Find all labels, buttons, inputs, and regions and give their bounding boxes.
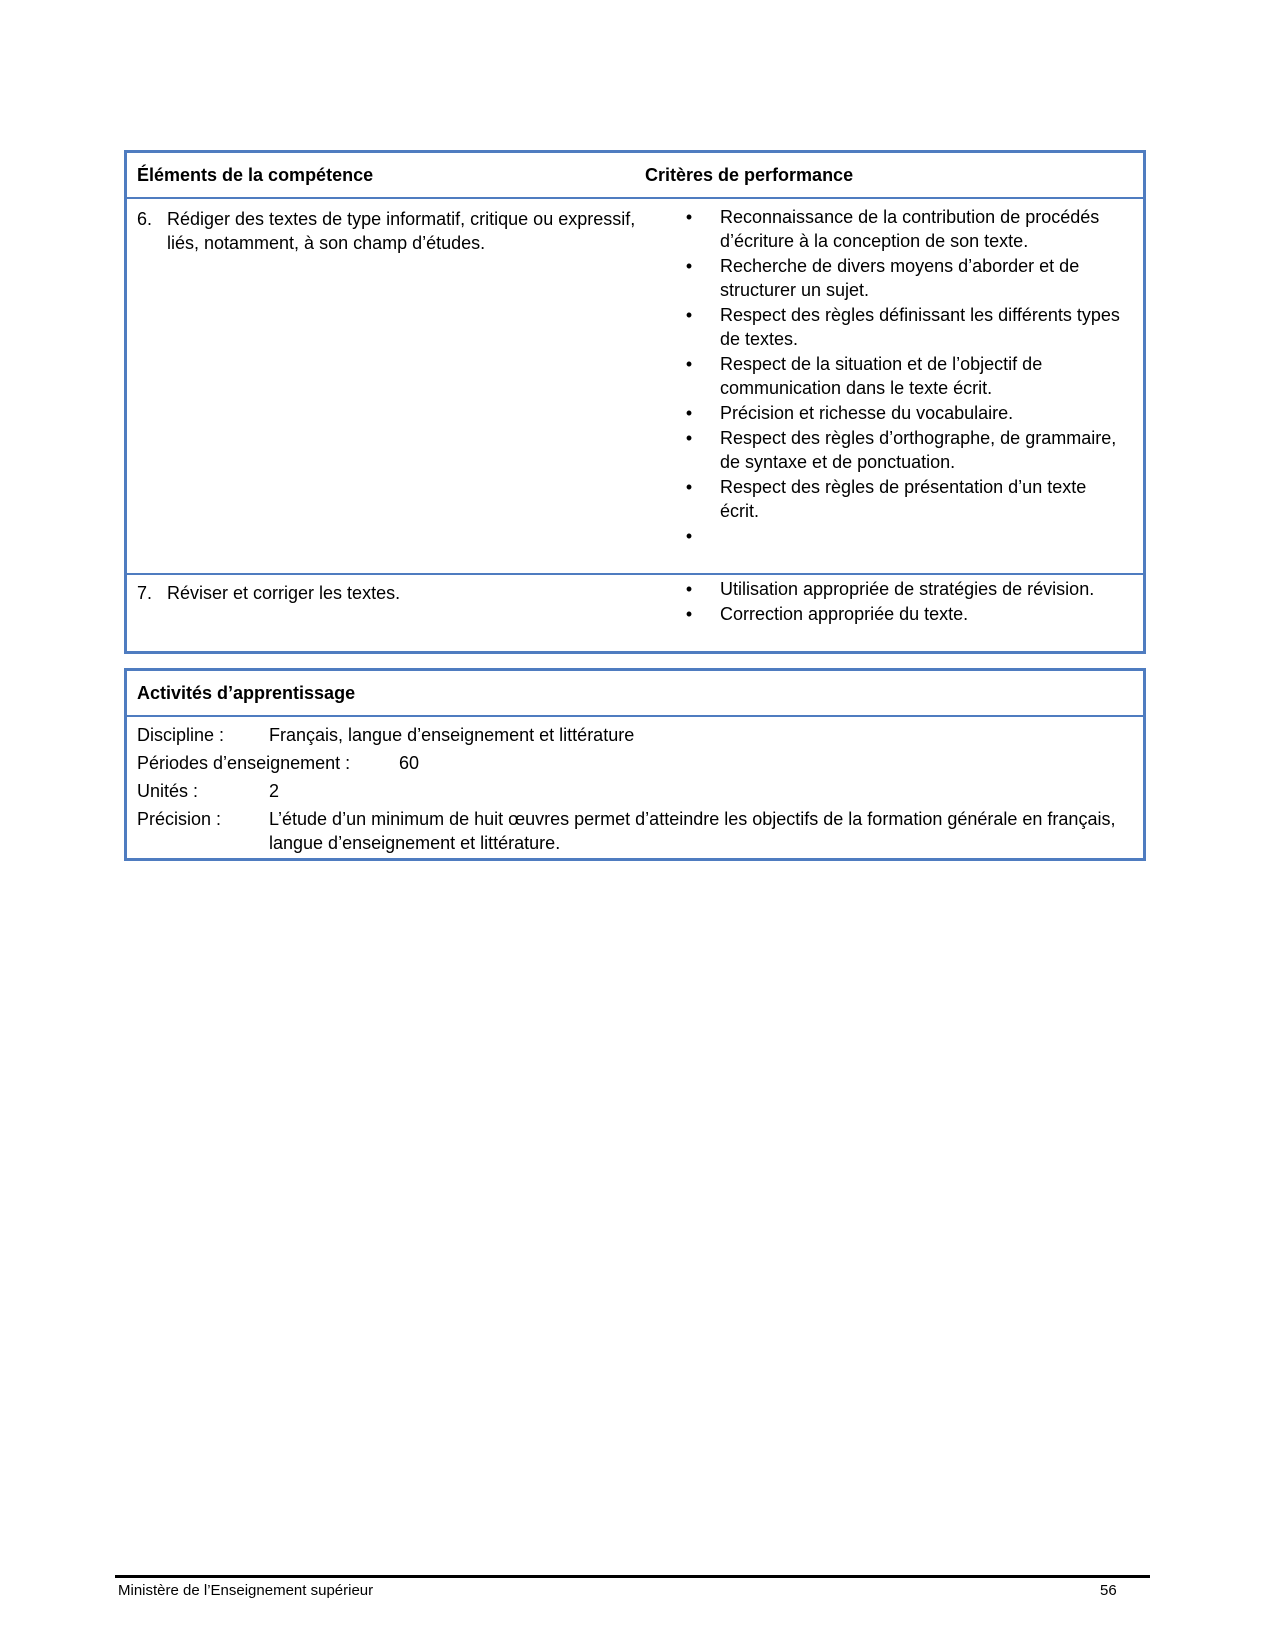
bullet-icon: • bbox=[685, 604, 693, 624]
element-text: Rédiger des textes de type informatif, critique ou expressif, liés, notamment, à son champ d’études. bbox=[167, 209, 636, 253]
periods-label: Périodes d’enseignement : bbox=[137, 753, 351, 773]
discipline-value: Français, langue d’enseignement et littérature bbox=[269, 725, 635, 745]
competence-table-header bbox=[127, 153, 1143, 199]
element-7 bbox=[137, 581, 657, 605]
competence-row-6 bbox=[127, 199, 1143, 575]
learning-activities-title: Activités d’apprentissage bbox=[137, 683, 356, 703]
competence-table bbox=[124, 150, 1146, 654]
element-text: Réviser et corriger les textes. bbox=[167, 583, 401, 603]
criterion-text: Respect des règles d’orthographe, de grammaire, de syntaxe et de ponctuation. bbox=[720, 428, 1117, 472]
bullet-icon: • bbox=[685, 207, 693, 227]
criterion-item bbox=[682, 205, 1122, 253]
criterion-item bbox=[682, 352, 1122, 400]
footer-ministry: Ministère de l’Enseignement supérieur bbox=[118, 1582, 374, 1599]
precision-value: L’étude d’un minimum de huit œuvres permet d’atteindre les objectifs de la formation générale en français, langue d’enseignement et littérature. bbox=[269, 809, 1116, 853]
bullet-icon: • bbox=[685, 354, 693, 374]
criterion-item bbox=[682, 401, 1122, 425]
page-number: 56 bbox=[1100, 1582, 1117, 1599]
competence-row-7 bbox=[127, 575, 1143, 651]
bullet-icon: • bbox=[685, 305, 693, 325]
footer-divider bbox=[115, 1575, 1150, 1578]
criterion-item bbox=[682, 475, 1122, 523]
criterion-text: Utilisation appropriée de stratégies de révision. bbox=[720, 579, 1095, 599]
header-elements: Éléments de la compétence bbox=[137, 165, 374, 185]
criterion-item bbox=[682, 602, 1122, 626]
criterion-item bbox=[682, 254, 1122, 302]
discipline-label: Discipline : bbox=[137, 725, 225, 745]
criterion-item bbox=[682, 577, 1122, 601]
criterion-item bbox=[682, 303, 1122, 351]
learning-activities-box bbox=[124, 668, 1146, 861]
units-label: Unités : bbox=[137, 781, 199, 801]
bullet-icon: • bbox=[685, 526, 693, 546]
learning-activities-header bbox=[127, 671, 1143, 717]
criterion-text: Précision et richesse du vocabulaire. bbox=[720, 403, 1014, 423]
criterion-text: Respect des règles définissant les différents types de textes. bbox=[720, 305, 1120, 349]
units-value: 2 bbox=[269, 781, 280, 801]
element-number: 7. bbox=[137, 583, 153, 603]
criterion-text: Correction appropriée du texte. bbox=[720, 604, 969, 624]
bullet-icon: • bbox=[685, 256, 693, 276]
bullet-icon: • bbox=[685, 477, 693, 497]
criteria-list-6 bbox=[682, 205, 1122, 549]
bullet-icon: • bbox=[685, 428, 693, 448]
precision-label: Précision : bbox=[137, 809, 222, 829]
criterion-item bbox=[682, 426, 1122, 474]
header-criteria: Critères de performance bbox=[645, 165, 854, 185]
criterion-text bbox=[720, 526, 725, 546]
periods-value: 60 bbox=[399, 753, 420, 773]
bullet-icon: • bbox=[685, 403, 693, 423]
element-number: 6. bbox=[137, 209, 153, 229]
criteria-list-7 bbox=[682, 577, 1122, 627]
criterion-text: Respect des règles de présentation d’un texte écrit. bbox=[720, 477, 1087, 521]
criterion-text: Reconnaissance de la contribution de procédés d’écriture à la conception de son texte. bbox=[720, 207, 1100, 251]
element-6 bbox=[137, 207, 657, 255]
criterion-item-empty bbox=[682, 524, 1122, 548]
criterion-text: Respect de la situation et de l’objectif de communication dans le texte écrit. bbox=[720, 354, 1043, 398]
bullet-icon: • bbox=[685, 579, 693, 599]
criterion-text: Recherche de divers moyens d’aborder et de structurer un sujet. bbox=[720, 256, 1080, 300]
